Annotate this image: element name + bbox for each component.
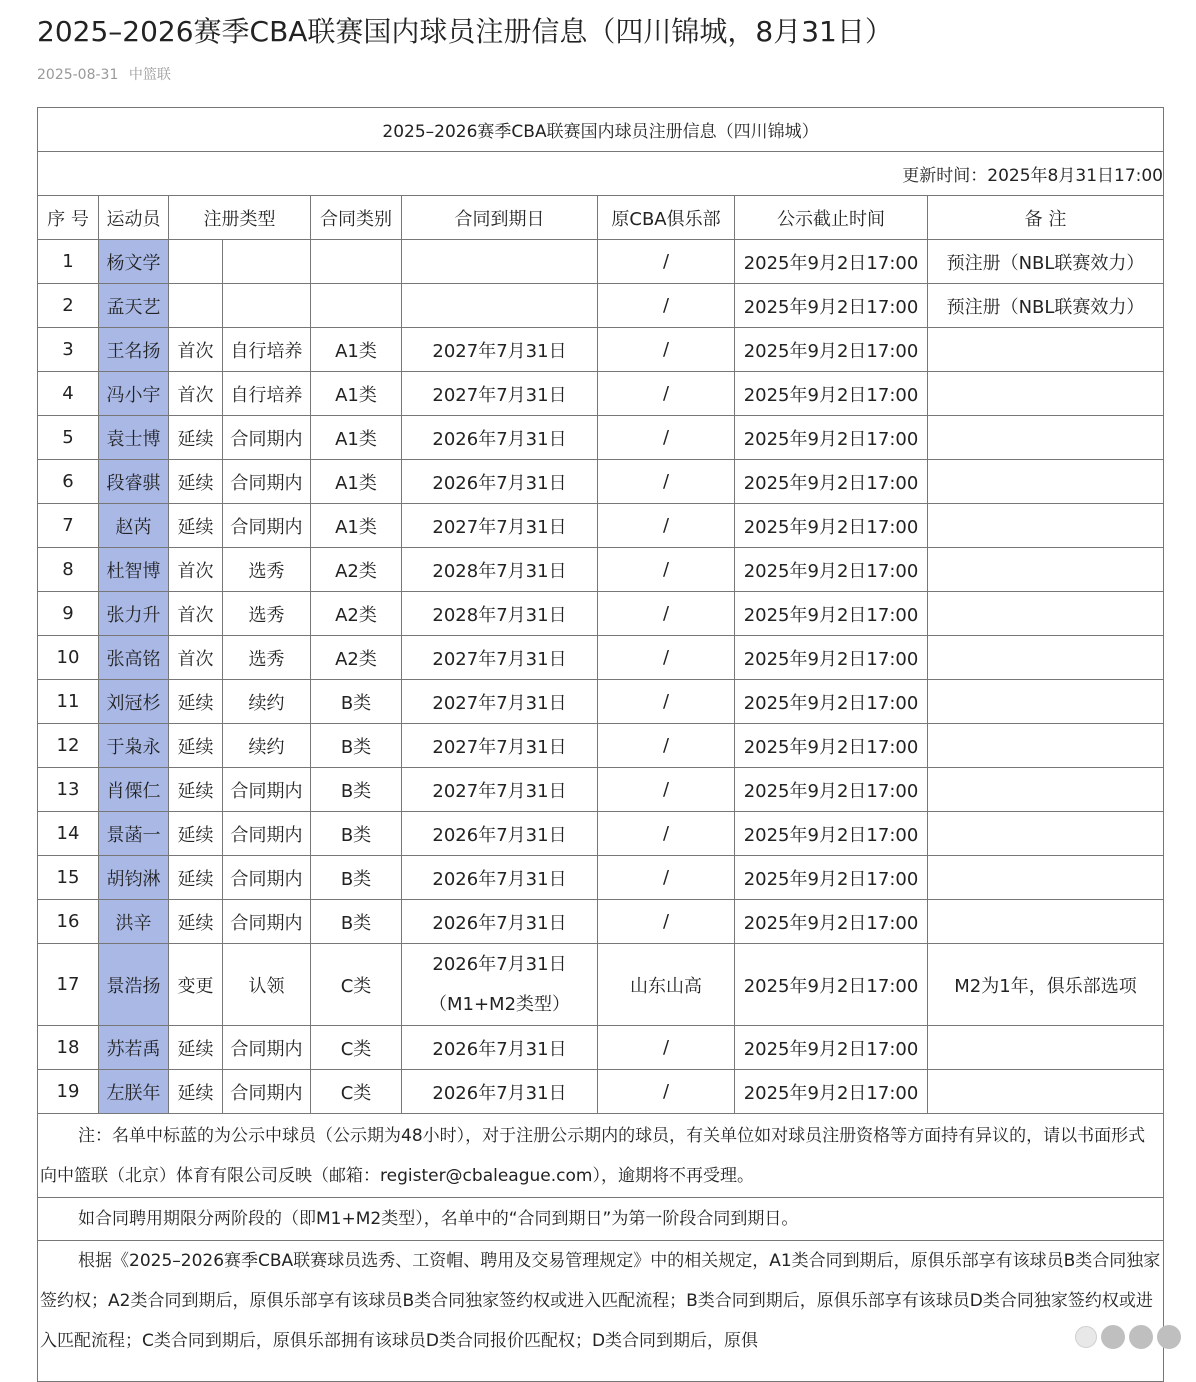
deadline-cell: 2025年9月2日17:00 — [735, 416, 928, 460]
seq-cell: 11 — [38, 680, 99, 724]
reg-subtype-cell — [223, 240, 311, 284]
reg-subtype-cell: 合同期内 — [223, 416, 311, 460]
table-row — [38, 856, 1164, 900]
deadline-cell: 2025年9月2日17:00 — [735, 636, 928, 680]
update-time: 更新时间：2025年8月31日17:00 — [38, 152, 1164, 196]
former-club-cell: / — [598, 416, 735, 460]
former-club-cell: / — [598, 724, 735, 768]
contract-type-cell: B类 — [311, 900, 402, 944]
expiry-cell — [402, 944, 598, 1026]
deadline-cell: 2025年9月2日17:00 — [735, 328, 928, 372]
table-row — [38, 636, 1164, 680]
seq-cell: 3 — [38, 328, 99, 372]
reg-type-cell: 延续 — [169, 724, 223, 768]
deadline-cell: 2025年9月2日17:00 — [735, 768, 928, 812]
table-row — [38, 240, 1164, 284]
seq-cell: 6 — [38, 460, 99, 504]
former-club-cell: / — [598, 372, 735, 416]
seq-cell: 16 — [38, 900, 99, 944]
table-row — [38, 460, 1164, 504]
col-header-remarks: 备 注 — [928, 196, 1164, 240]
contract-type-cell: A1类 — [311, 328, 402, 372]
remark-cell — [928, 1026, 1164, 1070]
table-row — [38, 1026, 1164, 1070]
expiry-cell: 2027年7月31日 — [402, 636, 598, 680]
contract-type-cell: B类 — [311, 768, 402, 812]
deadline-cell: 2025年9月2日17:00 — [735, 592, 928, 636]
contract-type-cell: C类 — [311, 944, 402, 1026]
table-row — [38, 680, 1164, 724]
reg-subtype-cell — [223, 284, 311, 328]
deadline-cell: 2025年9月2日17:00 — [735, 680, 928, 724]
reg-type-cell — [169, 240, 223, 284]
reg-subtype-cell: 选秀 — [223, 592, 311, 636]
col-header-former-club: 原CBA俱乐部 — [598, 196, 735, 240]
deadline-cell: 2025年9月2日17:00 — [735, 504, 928, 548]
note-public-notice: 注：名单中标蓝的为公示中球员（公示期为48小时），对于注册公示期内的球员，有关单位如对球员注册资格等方面持有异议的，请以书面形式向中篮联（北京）体育有限公司反映（邮箱：register@cbaleague.com），逾期将不再受理。 — [38, 1114, 1164, 1198]
page-title: 2025–2026赛季CBA联赛国内球员注册信息（四川锦城，8月31日） — [37, 15, 893, 48]
reg-subtype-cell: 合同期内 — [223, 768, 311, 812]
player-name-cell: 段睿骐 — [99, 460, 169, 504]
seq-cell: 2 — [38, 284, 99, 328]
table-row — [38, 724, 1164, 768]
reg-subtype-cell: 合同期内 — [223, 460, 311, 504]
deadline-cell: 2025年9月2日17:00 — [735, 1026, 928, 1070]
expiry-cell: 2028年7月31日 — [402, 548, 598, 592]
remark-cell — [928, 548, 1164, 592]
seq-cell: 4 — [38, 372, 99, 416]
player-name-cell: 杨文学 — [99, 240, 169, 284]
remark-cell — [928, 460, 1164, 504]
expiry-cell — [402, 284, 598, 328]
watermark-dot-icon — [1075, 1326, 1097, 1348]
former-club-cell: / — [598, 768, 735, 812]
reg-type-cell: 首次 — [169, 548, 223, 592]
reg-type-cell: 延续 — [169, 768, 223, 812]
remark-cell — [928, 636, 1164, 680]
player-name-cell: 苏若禹 — [99, 1026, 169, 1070]
expiry-cell: 2027年7月31日 — [402, 372, 598, 416]
reg-subtype-cell: 续约 — [223, 680, 311, 724]
remark-cell: M2为1年，俱乐部选项 — [928, 944, 1164, 1026]
article-meta — [37, 64, 177, 84]
table-row — [38, 812, 1164, 856]
expiry-type-line: （M1+M2类型） — [428, 993, 571, 1015]
expiry-cell: 2026年7月31日 — [402, 1026, 598, 1070]
seq-cell: 5 — [38, 416, 99, 460]
expiry-cell: 2027年7月31日 — [402, 724, 598, 768]
seq-cell: 12 — [38, 724, 99, 768]
remark-cell — [928, 372, 1164, 416]
seq-cell: 9 — [38, 592, 99, 636]
former-club-cell: / — [598, 548, 735, 592]
expiry-cell: 2027年7月31日 — [402, 680, 598, 724]
player-name-cell: 洪辛 — [99, 900, 169, 944]
contract-type-cell: A1类 — [311, 372, 402, 416]
contract-type-cell: C类 — [311, 1070, 402, 1114]
former-club-cell: / — [598, 680, 735, 724]
reg-type-cell: 首次 — [169, 372, 223, 416]
former-club-cell: / — [598, 1026, 735, 1070]
table-row — [38, 944, 1164, 1026]
remark-cell — [928, 680, 1164, 724]
player-name-cell: 张高铭 — [99, 636, 169, 680]
watermark-dot-icon — [1157, 1325, 1181, 1349]
reg-type-cell: 首次 — [169, 328, 223, 372]
deadline-cell: 2025年9月2日17:00 — [735, 900, 928, 944]
deadline-cell: 2025年9月2日17:00 — [735, 372, 928, 416]
table-row — [38, 1070, 1164, 1114]
remark-cell — [928, 900, 1164, 944]
expiry-cell: 2027年7月31日 — [402, 768, 598, 812]
reg-subtype-cell: 合同期内 — [223, 856, 311, 900]
watermark-dot-icon — [1101, 1325, 1125, 1349]
reg-type-cell: 首次 — [169, 636, 223, 680]
remark-cell: 预注册（NBL联赛效力） — [928, 240, 1164, 284]
expiry-cell: 2027年7月31日 — [402, 504, 598, 548]
reg-type-cell: 延续 — [169, 856, 223, 900]
expiry-cell: 2028年7月31日 — [402, 592, 598, 636]
table-row — [38, 372, 1164, 416]
col-header-expiry: 合同到期日 — [402, 196, 598, 240]
contract-type-cell: A1类 — [311, 504, 402, 548]
contract-type-cell: A2类 — [311, 548, 402, 592]
expiry-cell — [402, 240, 598, 284]
player-name-cell: 景菡一 — [99, 812, 169, 856]
deadline-cell: 2025年9月2日17:00 — [735, 284, 928, 328]
player-name-cell: 冯小宇 — [99, 372, 169, 416]
remark-cell — [928, 856, 1164, 900]
reg-type-cell: 延续 — [169, 680, 223, 724]
reg-subtype-cell: 自行培养 — [223, 328, 311, 372]
publish-date: 2025-08-31 — [37, 67, 119, 83]
seq-cell: 18 — [38, 1026, 99, 1070]
reg-subtype-cell: 合同期内 — [223, 812, 311, 856]
expiry-cell: 2026年7月31日 — [402, 1070, 598, 1114]
reg-type-cell: 延续 — [169, 416, 223, 460]
former-club-cell: / — [598, 900, 735, 944]
reg-subtype-cell: 续约 — [223, 724, 311, 768]
contract-type-cell — [311, 284, 402, 328]
source-name: 中篮联 — [128, 67, 171, 83]
reg-subtype-cell: 合同期内 — [223, 900, 311, 944]
seq-cell: 15 — [38, 856, 99, 900]
seq-cell: 14 — [38, 812, 99, 856]
col-header-reg-type: 注册类型 — [169, 196, 311, 240]
watermark-dot-icon — [1129, 1325, 1153, 1349]
table-row — [38, 592, 1164, 636]
table-row — [38, 900, 1164, 944]
deadline-cell: 2025年9月2日17:00 — [735, 812, 928, 856]
expiry-cell: 2026年7月31日 — [402, 416, 598, 460]
former-club-cell: / — [598, 856, 735, 900]
remark-cell — [928, 328, 1164, 372]
col-header-seq: 序 号 — [38, 196, 99, 240]
seq-cell: 7 — [38, 504, 99, 548]
player-name-cell: 张力升 — [99, 592, 169, 636]
registration-table — [37, 107, 1164, 1382]
seq-cell: 8 — [38, 548, 99, 592]
remark-cell — [928, 1070, 1164, 1114]
deadline-cell: 2025年9月2日17:00 — [735, 724, 928, 768]
table-row — [38, 548, 1164, 592]
deadline-cell: 2025年9月2日17:00 — [735, 460, 928, 504]
deadline-cell: 2025年9月2日17:00 — [735, 548, 928, 592]
table-row — [38, 416, 1164, 460]
contract-type-cell: B类 — [311, 812, 402, 856]
table-row — [38, 768, 1164, 812]
remark-cell — [928, 592, 1164, 636]
table-row — [38, 284, 1164, 328]
former-club-cell: / — [598, 240, 735, 284]
player-name-cell: 王名扬 — [99, 328, 169, 372]
contract-type-cell: B类 — [311, 724, 402, 768]
note-contract-rules: 根据《2025–2026赛季CBA联赛球员选秀、工资帽、聘用及交易管理规定》中的相关规定，A1类合同到期后，原俱乐部享有该球员B类合同独家签约权；A2类合同到期后，原俱乐部享有该球员B类合同独家签约权或进入匹配流程；B类合同到期后，原俱乐部享有该球员D类合同独家签约权或进入匹配流程；C类合同到期后，原俱乐部拥有该球员D类合同报价匹配权；D类合同到期后，原俱 — [38, 1241, 1164, 1382]
reg-subtype-cell: 选秀 — [223, 636, 311, 680]
seq-cell: 1 — [38, 240, 99, 284]
reg-type-cell — [169, 284, 223, 328]
reg-subtype-cell: 合同期内 — [223, 504, 311, 548]
reg-type-cell: 延续 — [169, 900, 223, 944]
reg-subtype-cell: 选秀 — [223, 548, 311, 592]
player-name-cell: 刘冠杉 — [99, 680, 169, 724]
reg-subtype-cell: 认领 — [223, 944, 311, 1026]
deadline-cell: 2025年9月2日17:00 — [735, 944, 928, 1026]
expiry-line: 2026年7月31日 — [432, 953, 567, 975]
player-name-cell: 于枭永 — [99, 724, 169, 768]
remark-cell — [928, 416, 1164, 460]
reg-type-cell: 延续 — [169, 504, 223, 548]
seq-cell: 10 — [38, 636, 99, 680]
contract-type-cell: A1类 — [311, 460, 402, 504]
reg-type-cell: 延续 — [169, 1026, 223, 1070]
contract-type-cell: B类 — [311, 680, 402, 724]
col-header-deadline: 公示截止时间 — [735, 196, 928, 240]
deadline-cell: 2025年9月2日17:00 — [735, 856, 928, 900]
remark-cell — [928, 768, 1164, 812]
remark-cell — [928, 812, 1164, 856]
player-name-cell: 赵芮 — [99, 504, 169, 548]
table-row — [38, 328, 1164, 372]
player-name-cell: 肖傈仁 — [99, 768, 169, 812]
reg-type-cell: 延续 — [169, 460, 223, 504]
player-name-cell: 胡钧淋 — [99, 856, 169, 900]
reg-subtype-cell: 合同期内 — [223, 1070, 311, 1114]
col-header-player: 运动员 — [99, 196, 169, 240]
contract-type-cell: B类 — [311, 856, 402, 900]
former-club-cell: / — [598, 504, 735, 548]
table-caption: 2025–2026赛季CBA联赛国内球员注册信息（四川锦城） — [38, 108, 1164, 152]
reg-type-cell: 延续 — [169, 1070, 223, 1114]
col-header-contract-type: 合同类别 — [311, 196, 402, 240]
seq-cell: 19 — [38, 1070, 99, 1114]
player-name-cell: 袁士博 — [99, 416, 169, 460]
contract-type-cell — [311, 240, 402, 284]
expiry-cell: 2026年7月31日 — [402, 460, 598, 504]
contract-type-cell: A1类 — [311, 416, 402, 460]
expiry-cell: 2026年7月31日 — [402, 812, 598, 856]
contract-type-cell: C类 — [311, 1026, 402, 1070]
former-club-cell: / — [598, 1070, 735, 1114]
contract-type-cell: A2类 — [311, 592, 402, 636]
reg-type-cell: 变更 — [169, 944, 223, 1026]
header-row — [38, 196, 1164, 240]
deadline-cell: 2025年9月2日17:00 — [735, 240, 928, 284]
remark-cell: 预注册（NBL联赛效力） — [928, 284, 1164, 328]
expiry-cell: 2026年7月31日 — [402, 900, 598, 944]
player-name-cell: 杜智博 — [99, 548, 169, 592]
player-name-cell: 景浩扬 — [99, 944, 169, 1026]
former-club-cell: / — [598, 284, 735, 328]
expiry-cell: 2027年7月31日 — [402, 328, 598, 372]
expiry-cell: 2026年7月31日 — [402, 856, 598, 900]
table-row — [38, 504, 1164, 548]
note-m1-m2: 如合同聘用期限分两阶段的（即M1+M2类型），名单中的“合同到期日”为第一阶段合同到期日。 — [38, 1198, 1164, 1241]
reg-type-cell: 延续 — [169, 812, 223, 856]
former-club-cell: / — [598, 812, 735, 856]
reg-subtype-cell: 合同期内 — [223, 1026, 311, 1070]
seq-cell: 17 — [38, 944, 99, 1026]
former-club-cell: 山东山高 — [598, 944, 735, 1026]
remark-cell — [928, 724, 1164, 768]
player-name-cell: 孟天艺 — [99, 284, 169, 328]
reg-type-cell: 首次 — [169, 592, 223, 636]
reg-subtype-cell: 自行培养 — [223, 372, 311, 416]
deadline-cell: 2025年9月2日17:00 — [735, 1070, 928, 1114]
watermark — [1075, 1322, 1187, 1352]
remark-cell — [928, 504, 1164, 548]
player-name-cell: 左朕年 — [99, 1070, 169, 1114]
former-club-cell: / — [598, 636, 735, 680]
former-club-cell: / — [598, 592, 735, 636]
former-club-cell: / — [598, 460, 735, 504]
contract-type-cell: A2类 — [311, 636, 402, 680]
seq-cell: 13 — [38, 768, 99, 812]
former-club-cell: / — [598, 328, 735, 372]
